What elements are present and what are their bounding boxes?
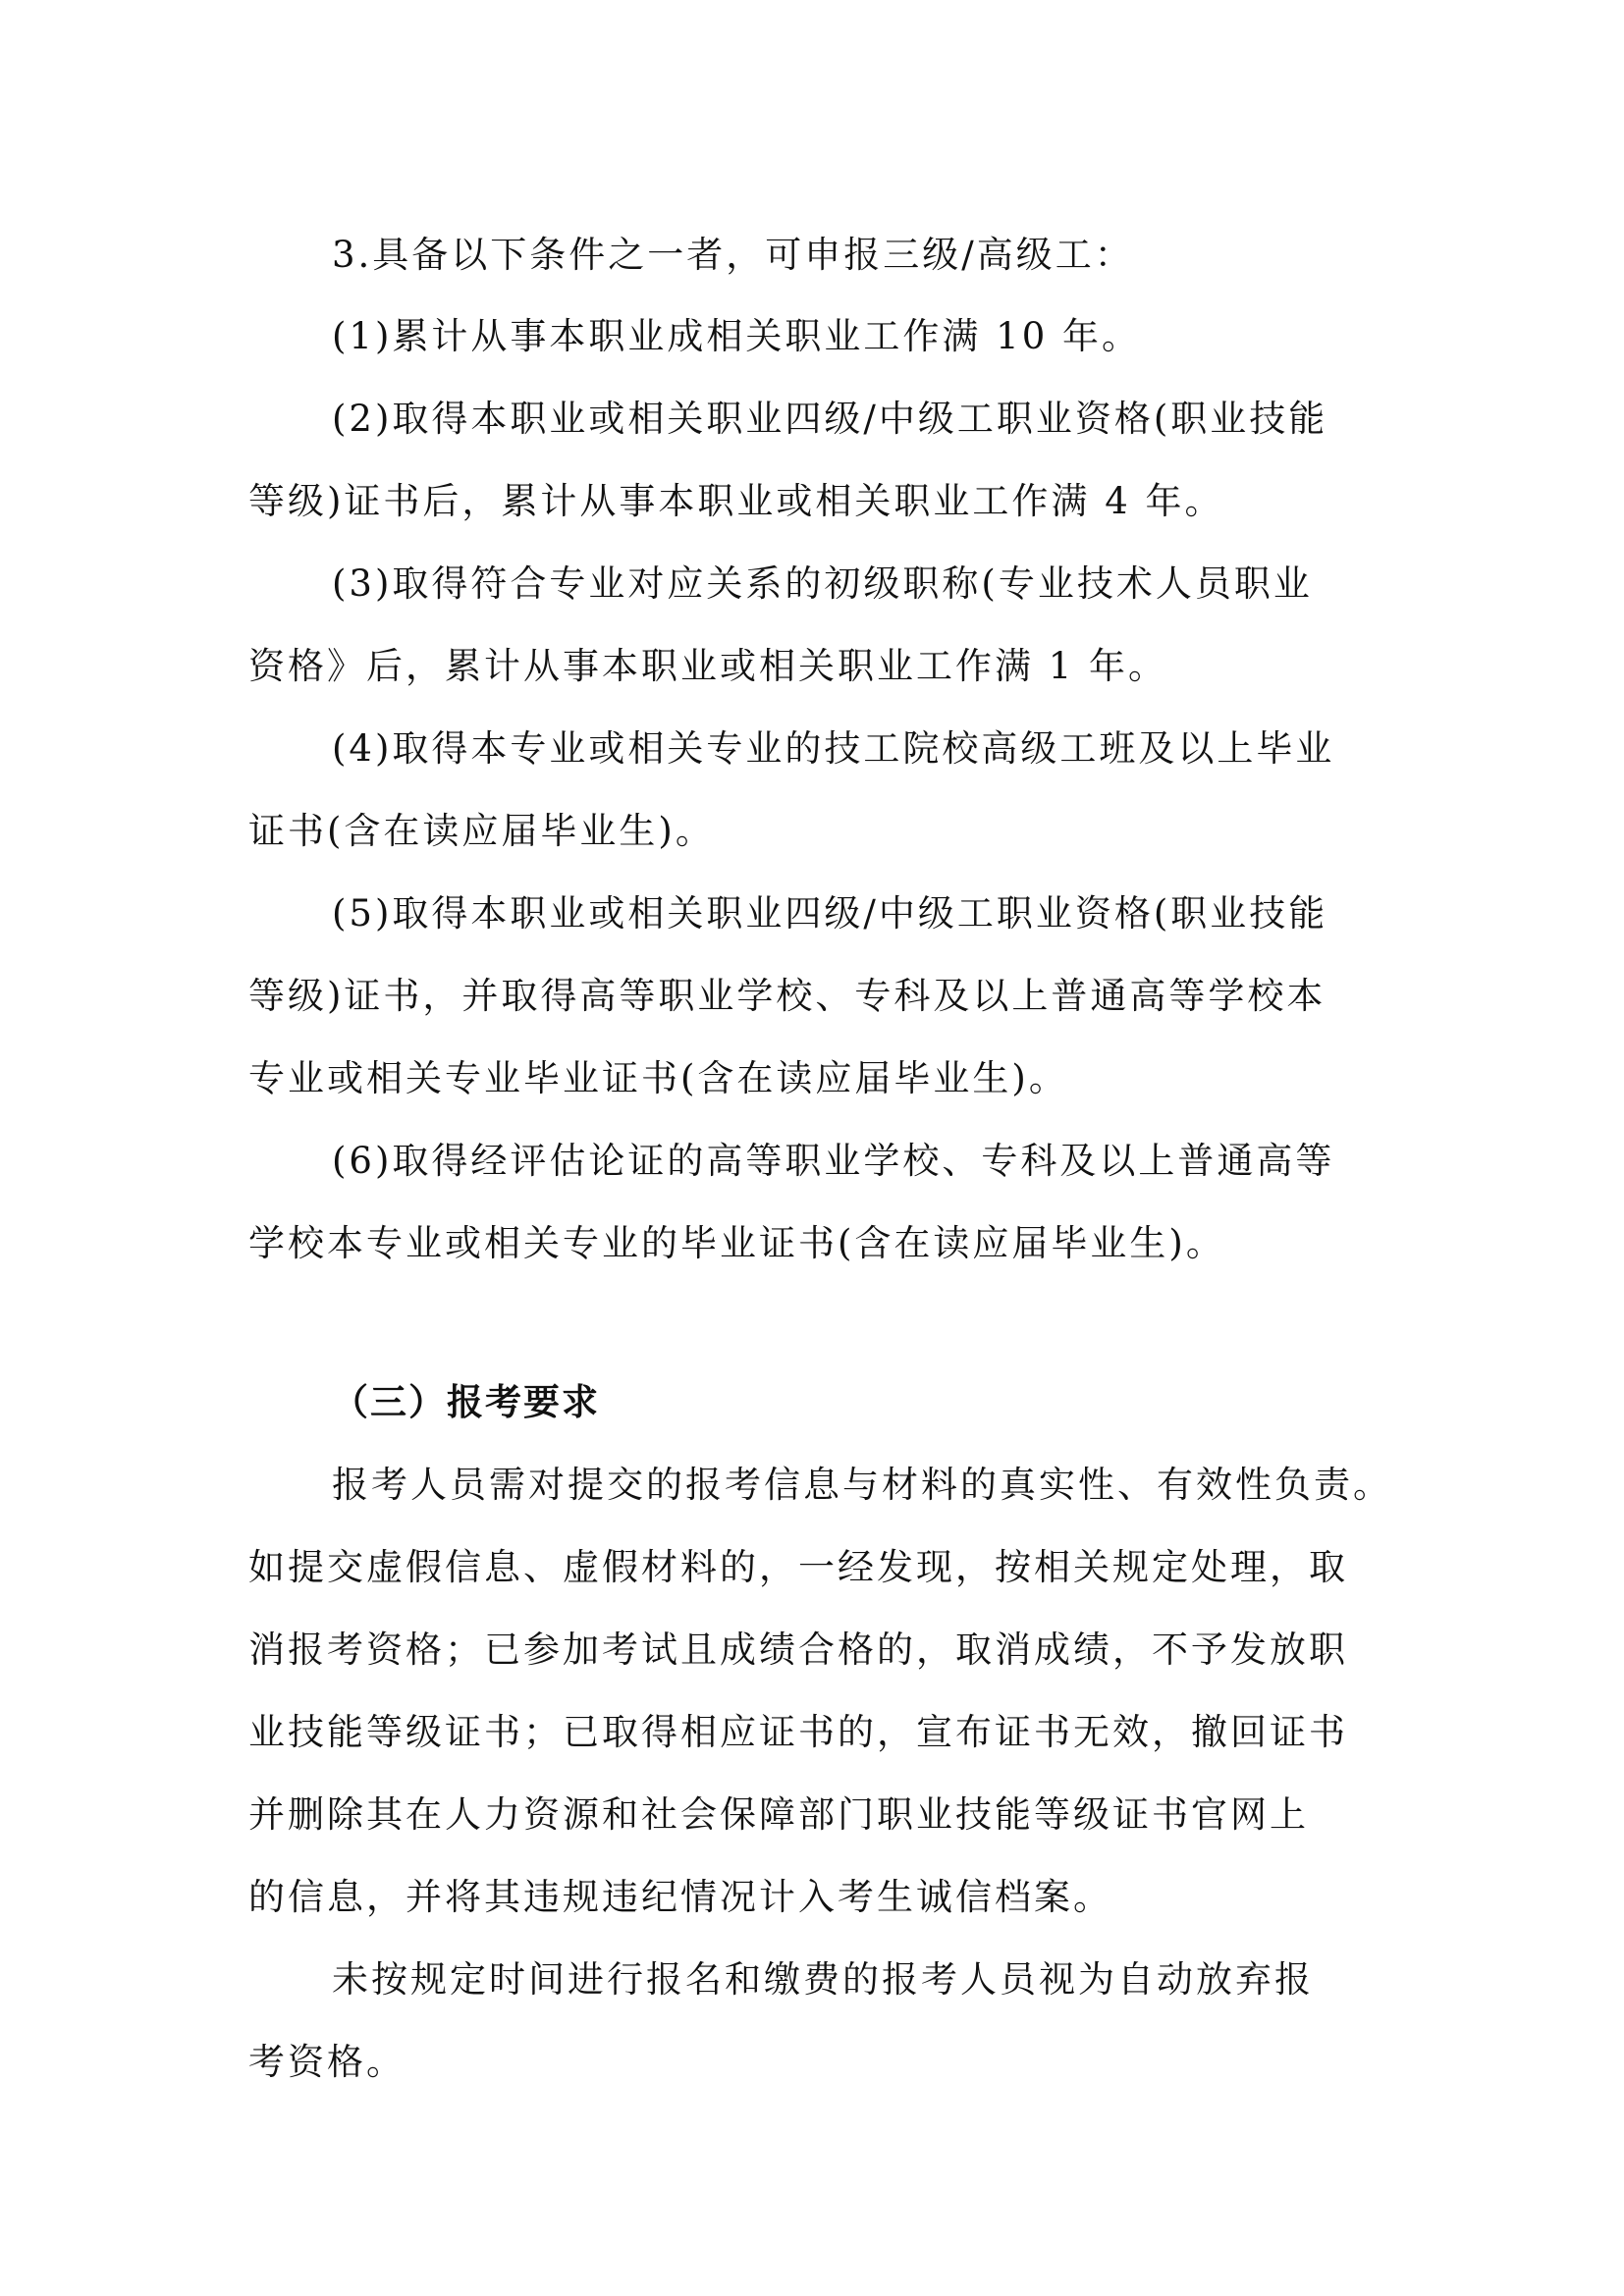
condition3-item4-line2: 证书(含在读应届毕业生)。 (248, 810, 715, 852)
requirements-para2-line2: 考资格。 (248, 2041, 406, 2083)
condition3-item4-line1: (4)取得本专业或相关专业的技工院校高级工班及以上毕业 (332, 727, 1335, 770)
section-heading: （三）报考要求 (332, 1381, 600, 1423)
requirements-para1-line1: 报考人员需对提交的报考信息与材料的真实性、有效性负责。 (332, 1464, 1392, 1506)
condition3-intro: 3.具备以下条件之一者，可申报三级/高级工： (332, 234, 1134, 276)
requirements-para1-line2: 如提交虚假信息、虚假材料的，一经发现，按相关规定处理，取 (248, 1546, 1348, 1588)
condition3-item5-line3: 专业或相关专业毕业证书(含在读应届毕业生)。 (248, 1057, 1068, 1099)
requirements-para1-line6: 的信息，并将其违规违纪情况计入考生诚信档案。 (248, 1876, 1112, 1918)
requirements-para1-line5: 并删除其在人力资源和社会保障部门职业技能等级证书官网上 (248, 1793, 1309, 1836)
requirements-para1-line4: 业技能等级证书；已取得相应证书的，宣布证书无效，撤回证书 (248, 1711, 1348, 1753)
requirements-para2-line1: 未按规定时间进行报名和缴费的报考人员视为自动放弃报 (332, 1958, 1314, 2001)
requirements-para1-line3: 消报考资格；已参加考试且成绩合格的，取消成绩，不予发放职 (248, 1629, 1348, 1671)
condition3-item2-line1: (2)取得本职业或相关职业四级/中级工职业资格(职业技能 (332, 398, 1328, 440)
condition3-item3-line1: (3)取得符合专业对应关系的初级职称(专业技术人员职业 (332, 562, 1313, 605)
condition3-item1: (1)累计从事本职业成相关职业工作满 10 年。 (332, 315, 1142, 357)
condition3-item2-line2: 等级)证书后，累计从事本职业或相关职业工作满 4 年。 (248, 480, 1224, 522)
condition3-item3-line2: 资格》后，累计从事本职业或相关职业工作满 1 年。 (248, 645, 1168, 687)
condition3-item5-line1: (5)取得本职业或相关职业四级/中级工职业资格(职业技能 (332, 892, 1328, 934)
condition3-item6-line1: (6)取得经评估论证的高等职业学校、专科及以上普通高等 (332, 1140, 1335, 1182)
condition3-item6-line2: 学校本专业或相关专业的毕业证书(含在读应届毕业生)。 (248, 1222, 1225, 1264)
condition3-item5-line2: 等级)证书，并取得高等职业学校、专科及以上普通高等学校本 (248, 975, 1326, 1017)
